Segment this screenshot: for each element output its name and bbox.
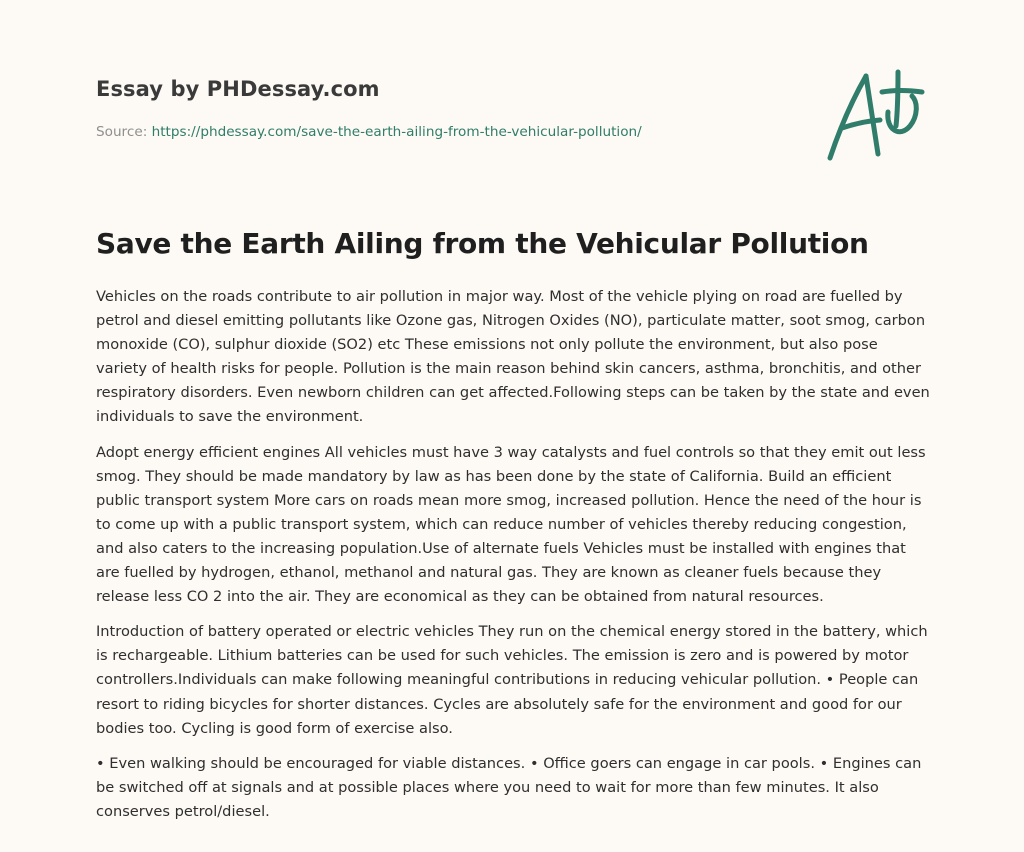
paragraph: Adopt energy efficient engines All vehicles must have 3 way catalysts and fuel controls so that they emit out less smog. They should be made mandatory by law as has been done by the state of California. Build an efficient public transport system More cars on roads mean more smog, increased pollution. Hence the need of the hour is to come up with a public transport system, which can reduce number of vehicles thereby reducing congestion, and also caters to the increasing population.Use of alternate fuels Vehicles must be installed with engines that are fuelled by hydrogen, ethanol, methanol and natural gas. They are known as cleaner fuels because they release less CO 2 into the air. They are economical as they can be obtained from natural resources. bbox=[96, 443, 926, 606]
site-brand: Essay by PHDessay.com bbox=[96, 77, 380, 101]
source-line bbox=[96, 124, 642, 140]
page-title: Save the Earth Ailing from the Vehicular Pollution bbox=[96, 227, 869, 260]
source-link[interactable]: https://phdessay.com/save-the-earth-ailing-from-the-vehicular-pollution/ bbox=[151, 124, 642, 140]
article-body bbox=[96, 285, 930, 835]
paragraph: Introduction of battery operated or electric vehicles They run on the chemical energy stored in the battery, which is rechargeable. Lithium batteries can be used for such vehicles. The emission is zero and is powered by motor controllers.Individuals can make following meaningful contributions in reducing vehicular pollution. • People can resort to riding bicycles for shorter distances. Cycles are absolutely safe for the environment and good for our bodies too. Cycling is good form of exercise also. bbox=[96, 623, 928, 737]
paragraph: Vehicles on the roads contribute to air pollution in major way. Most of the vehicle plying on road are fuelled by petrol and diesel emitting pollutants like Ozone gas, Nitrogen Oxides (NO), particulate matter, soot smog, carbon monoxide (CO), sulphur dioxide (SO2) etc These emissions not only pollute the environment, but also pose variety of health risks for people. Pollution is the main reason behind skin cancers, asthma, bronchitis, and other respiratory disorders. Even newborn children can get affected.Following steps can be taken by the state and even individuals to save the environment. bbox=[96, 288, 930, 426]
paragraph: • Even walking should be encouraged for viable distances. • Office goers can engage in car pools. • Engines can be switched off at signals and at possible places where you need to wait for more than few minutes. It also conserves petrol/diesel. bbox=[96, 754, 922, 820]
source-label: Source: bbox=[96, 124, 152, 140]
a-plus-logo-icon bbox=[824, 68, 926, 164]
